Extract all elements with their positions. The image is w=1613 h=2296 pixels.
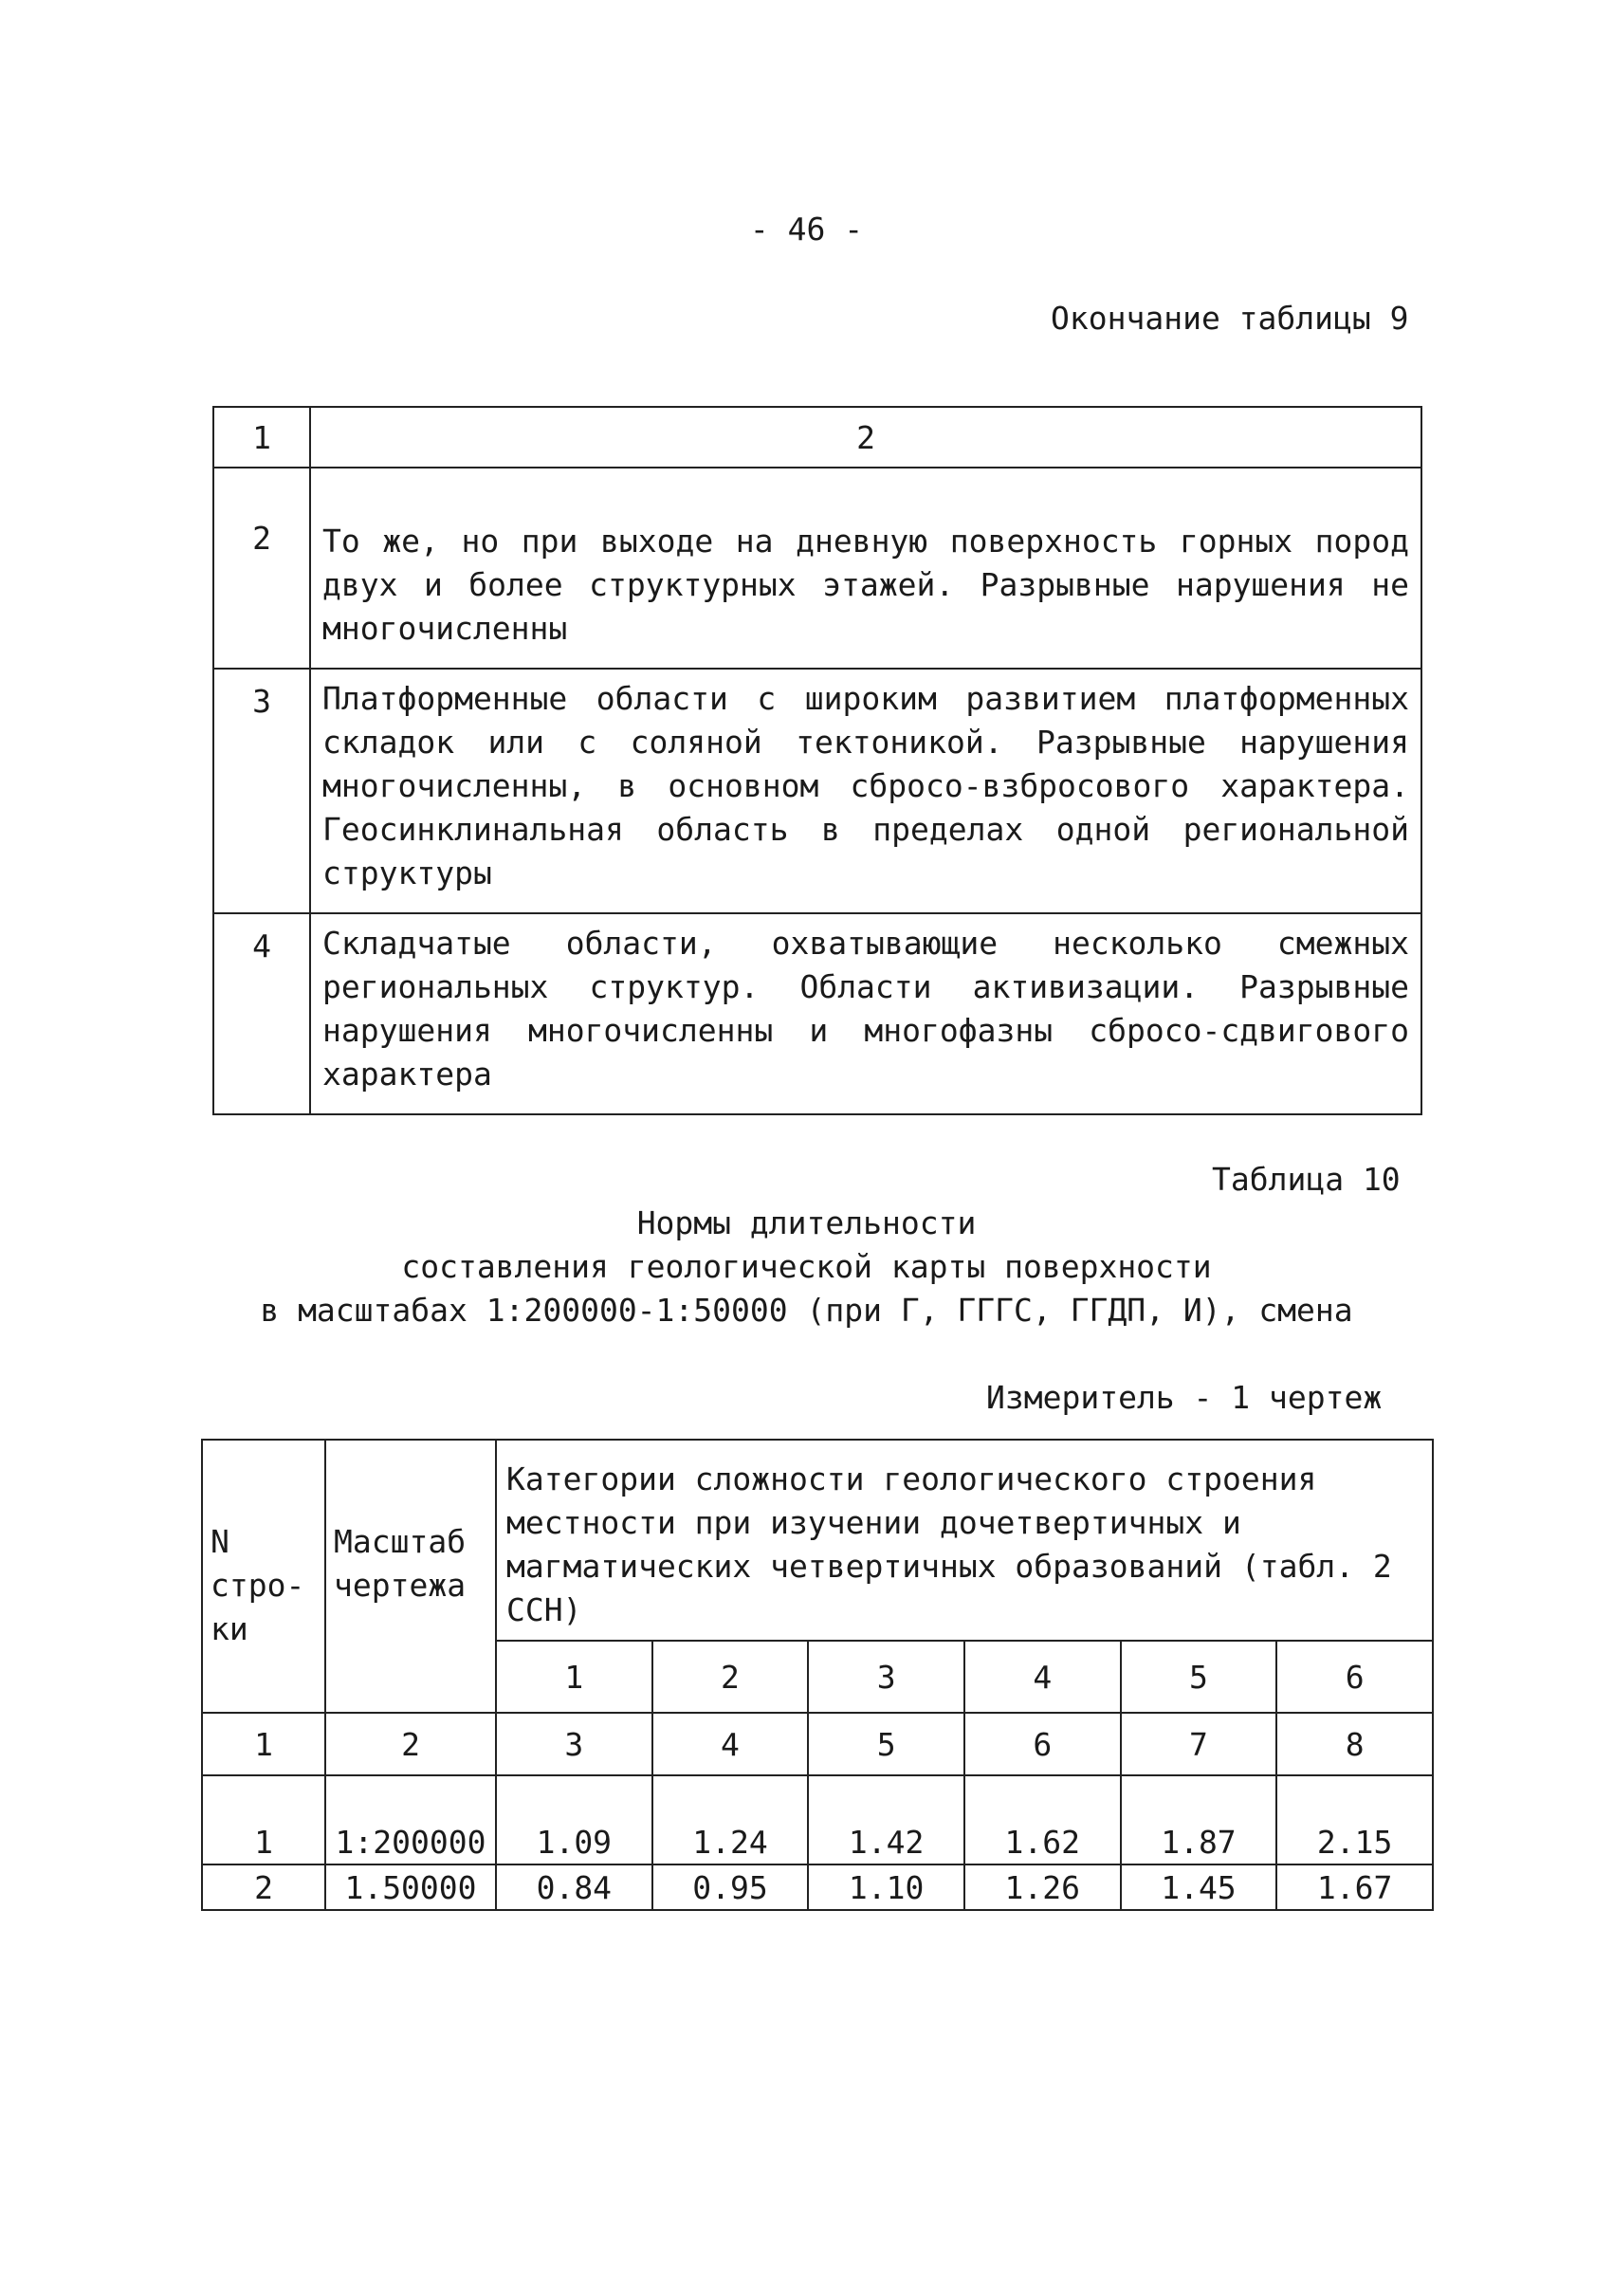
table10-index-cell: 2 xyxy=(325,1713,496,1775)
table10-value: 1.62 xyxy=(964,1775,1121,1864)
table10-value: 1.24 xyxy=(652,1775,809,1864)
table10-category: 1 xyxy=(496,1641,652,1713)
table10-value: 1.42 xyxy=(808,1775,964,1864)
table10-title-line: в масштабах 1:200000-1:50000 (при Г, ГГГС, ГГДП, И), смена xyxy=(260,1292,1353,1329)
table10-title-line: Нормы длительности xyxy=(636,1204,977,1241)
table10-index-cell: 4 xyxy=(652,1713,809,1775)
table10-index-cell: 1 xyxy=(202,1713,325,1775)
table9-row-num: 3 xyxy=(213,669,310,913)
table10-value: 1.67 xyxy=(1276,1864,1433,1910)
table10-index-cell: 3 xyxy=(496,1713,652,1775)
table9-row-text: То же, но при выходе на дневную поверхность горных пород двух и более структурных этажей. Разрывные нарушения не многочисленны xyxy=(310,468,1421,669)
table10-title-line: составления геологической карты поверхности xyxy=(401,1248,1212,1285)
table9-row-text: Складчатые области, охватывающие несколько смежных региональных структур. Области активизации. Разрывные нарушения многочисленны и многофазны сбросо-сдвигового характера xyxy=(310,913,1421,1114)
table9-row xyxy=(213,913,1421,1114)
table10-value: 1.09 xyxy=(496,1775,652,1864)
page-number: - 46 - xyxy=(749,211,864,248)
table10-row-scale: 1.50000 xyxy=(325,1864,496,1910)
table10-data-row xyxy=(202,1864,1433,1910)
table10-category: 4 xyxy=(964,1641,1121,1713)
table10-index-row xyxy=(202,1713,1433,1775)
table9-row-num: 2 xyxy=(213,468,310,669)
table10-label: Таблица 10 xyxy=(1212,1161,1401,1198)
table9-row-num: 4 xyxy=(213,913,310,1114)
table10-value: 0.95 xyxy=(652,1864,809,1910)
table9-header-row xyxy=(213,407,1421,468)
table9-row xyxy=(213,669,1421,913)
table10 xyxy=(201,1439,1434,1911)
table10-row-n: 2 xyxy=(202,1864,325,1910)
table9-row xyxy=(213,468,1421,669)
table10-index-cell: 7 xyxy=(1121,1713,1277,1775)
table9-row-text: Платформенные области с широким развитием платформенных складок или с соляной тектоникой. Разрывные нарушения многочисленны, в основном сбросо-взбросового характера. Геосинклинальная область в пределах одной региональной структуры xyxy=(310,669,1421,913)
table10-categories-header: Категории сложности геологического строения местности при изучении дочетвертичных и магматических четвертичных образований (табл. 2 ССН) xyxy=(496,1440,1433,1641)
table10-row-n: 1 xyxy=(202,1775,325,1864)
table10-header-row xyxy=(202,1440,1433,1641)
table10-category: 2 xyxy=(652,1641,809,1713)
table10-value: 2.15 xyxy=(1276,1775,1433,1864)
table10-index-cell: 5 xyxy=(808,1713,964,1775)
table9 xyxy=(212,406,1422,1115)
table10-value: 1.87 xyxy=(1121,1775,1277,1864)
table9-header-col1: 1 xyxy=(213,407,310,468)
table10-row-scale: 1:200000 xyxy=(325,1775,496,1864)
table10-category: 5 xyxy=(1121,1641,1277,1713)
table10-index-cell: 6 xyxy=(964,1713,1121,1775)
table9-header-col2: 2 xyxy=(310,407,1421,468)
table10-value: 0.84 xyxy=(496,1864,652,1910)
table10-col-scale-header: Масштаб чертежа xyxy=(325,1440,496,1713)
table10-data-row xyxy=(202,1775,1433,1864)
table10-col-n-header: N стро-ки xyxy=(202,1440,325,1713)
table10-unit: Измеритель - 1 чертеж xyxy=(986,1379,1383,1416)
table10-value: 1.10 xyxy=(808,1864,964,1910)
table10-category: 6 xyxy=(1276,1641,1433,1713)
table10-index-cell: 8 xyxy=(1276,1713,1433,1775)
table10-category: 3 xyxy=(808,1641,964,1713)
table9-caption: Окончание таблицы 9 xyxy=(1051,300,1409,337)
table10-value: 1.45 xyxy=(1121,1864,1277,1910)
table10-value: 1.26 xyxy=(964,1864,1121,1910)
